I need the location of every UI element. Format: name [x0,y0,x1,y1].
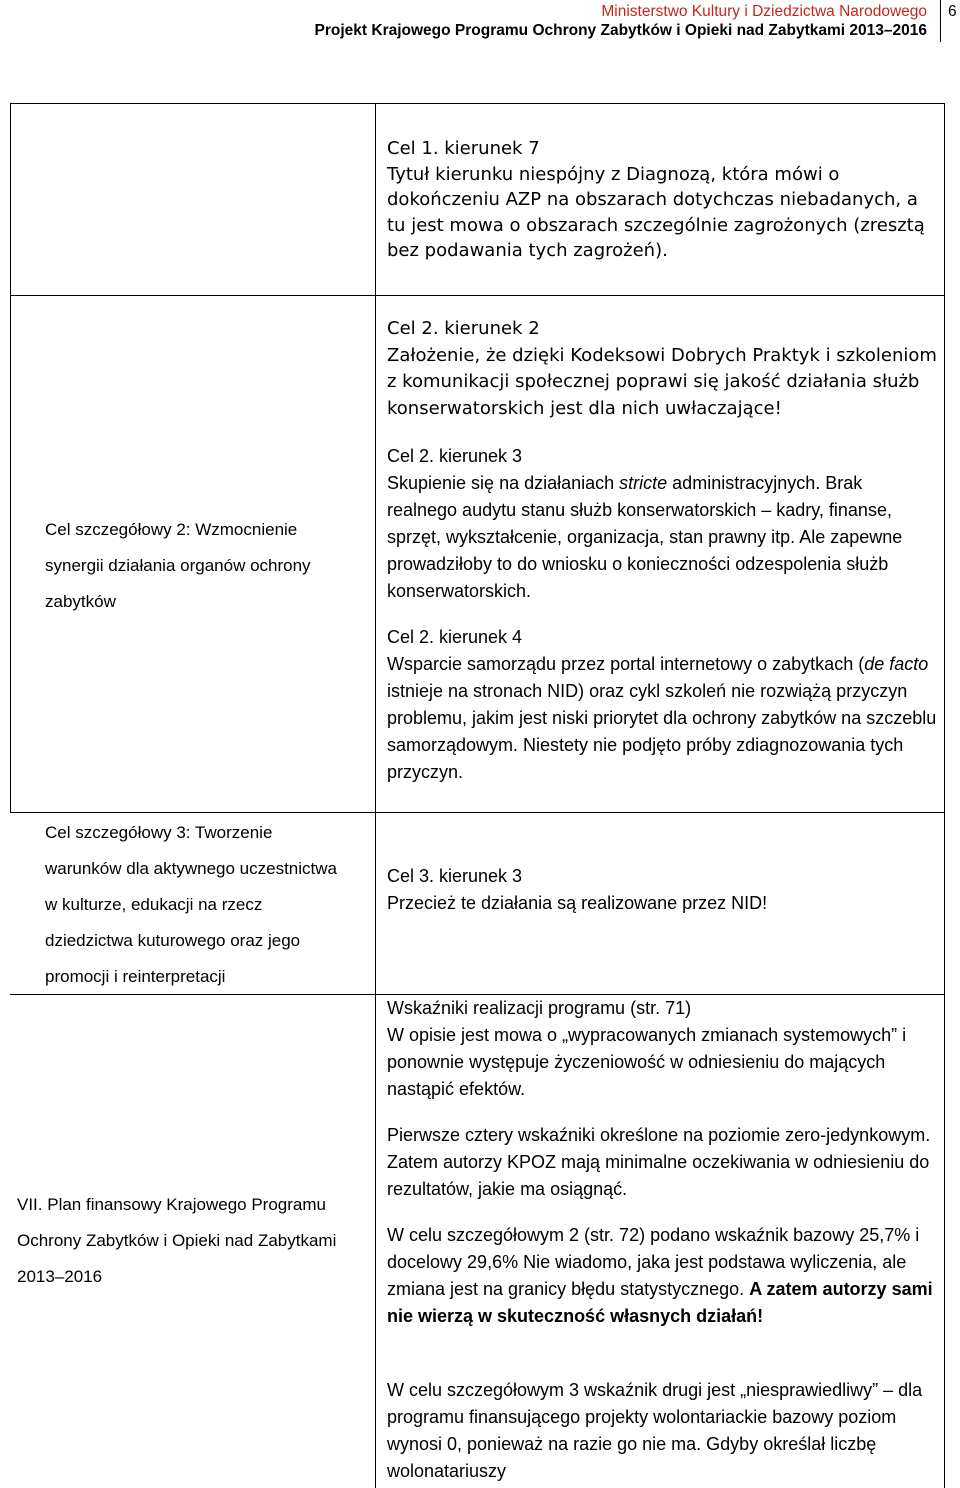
left-line: w kulturze, edukacji na rzecz [45,895,263,914]
left-line: synergii działania organów ochrony [45,556,311,575]
left-line: zabytków [45,592,116,611]
text-run: Skupienie się na działaniach [387,473,620,493]
header-separator [940,0,941,42]
text-run: istnieje na stronach NID) oraz cykl szkoleń nie rozwiążą przyczyn problemu, jakim jest niski priorytet dla ochrony zabytków na szczeblu samorządowym. Niestety nie podjęto próby zdiagnozowania tych przyczyn. [387,681,937,782]
section-vii-title [17,1187,336,1295]
cel-szczegolowy-3 [45,815,337,995]
comment-body: Tytuł kierunku niespójny z Diagnozą, która mówi o dokończeniu AZP na obszarach dotychczas niebadanych, a tu jest mowa o obszarach szczególnie zagrożonych (zresztą bez podawania tych zagrożeń). [387,163,925,262]
table-border-right [944,103,945,1488]
comment-body: W celu szczegółowym 3 wskaźnik drugi jest „niesprawiedliwy” – dla programu finansującego projekty wolontariackie bazowy poziom wynosi 0, ponieważ na razie go nie ma. Gdyby określał liczbę wolonatariuszy [387,1380,923,1481]
text-run-italic: stricte [619,473,668,493]
comment-body [387,1222,937,1330]
page-number: 6 [948,3,957,20]
header-project: Projekt Krajowego Programu Ochrony Zabytków i Opieki nad Zabytkami 2013–2016 [314,22,927,39]
comment-heading: Cel 2. kierunek 2 [387,318,540,339]
left-line: dziedzictwa kuturowego oraz jego [45,931,301,950]
left-line: warunków dla aktywnego uczestnictwa [45,859,337,878]
text-run: W celu szczegółowym 2 (str. 72) podano wskaźnik bazowy 25,7% i docelowy 29,6% Nie wiadomo, jaka jest podstawa wyliczenia, ale zmiana jest na granicy błędu statystycznego. [387,1225,920,1299]
comment-body: Przecież te działania są realizowane przez NID! [387,893,768,913]
comment-cel1-kierunek7 [387,136,937,264]
text-run: administracyjnych. Brak realnego audytu stanu służb konserwatorskich – kadry, finanse, sprzęt, wykształcenie, organizacja, stan prawny itp. Ale zapewne prowadziłoby to do wniosku o konieczności odzespolenia służb konserwatorskich. [387,473,903,601]
comment-heading: Cel 2. kierunek 4 [387,627,523,647]
page-header [0,0,960,48]
comment-cel2-kierunek2 [387,316,937,422]
comment-pierwsze-wskazniki [387,1122,937,1203]
comment-body [387,651,937,786]
comment-wskazniki [387,995,937,1103]
comment-cel2-kierunek4 [387,624,937,786]
left-line: Ochrony Zabytków i Opieki nad Zabytkami [17,1231,337,1250]
left-line: Cel szczegółowy 3: Tworzenie [45,823,273,842]
comment-cel3-wskaznik [387,1377,937,1485]
comment-cel3-kierunek3 [387,863,937,917]
cel-szczegolowy-2 [45,512,311,620]
comment-body [387,470,937,605]
table-border-left [10,103,11,813]
table-column-divider [375,103,376,1488]
comment-heading: Wskaźniki realizacji programu (str. 71) [387,998,692,1018]
text-run-italic: de facto [864,654,929,674]
table-row-divider [10,295,945,296]
comment-heading: Cel 3. kierunek 3 [387,866,523,886]
comment-body: Pierwsze cztery wskaźniki określone na poziomie zero-jedynkowym. Zatem autorzy KPOZ mają minimalne oczekiwania w odniesieniu do rezultatów, jakie ma osiągnąć. [387,1125,931,1199]
comment-body: Założenie, że dzięki Kodeksowi Dobrych Praktyk i szkoleniom z komunikacji społecznej poprawi się jakość działania służb konserwatorskich jest dla nich uwłaczające! [387,344,937,419]
left-line: Cel szczegółowy 2: Wzmocnienie [45,520,298,539]
text-run: Wsparcie samorządu przez portal internetowy o zabytkach ( [387,654,865,674]
comment-cel2-wskaznik [387,1222,937,1330]
table-row-divider [10,812,945,813]
comment-heading: Cel 2. kierunek 3 [387,446,523,466]
header-ministry: Ministerstwo Kultury i Dziedzictwa Narodowego [601,3,927,20]
table-border-top [10,103,945,104]
comment-heading: Cel 1. kierunek 7 [387,138,540,159]
left-line: VII. Plan finansowy Krajowego Programu [17,1195,326,1214]
comment-body: W opisie jest mowa o „wypracowanych zmianach systemowych” i ponownie występuje życzeniowość w odniesieniu do mających nastąpić efektów. [387,1025,907,1099]
comment-cel2-kierunek3 [387,443,937,605]
left-line: 2013–2016 [17,1267,103,1286]
left-line: promocji i reinterpretacji [45,967,226,986]
text-run-bold: A zatem autorzy sami nie wierzą w skuteczność własnych działań! [387,1279,933,1326]
